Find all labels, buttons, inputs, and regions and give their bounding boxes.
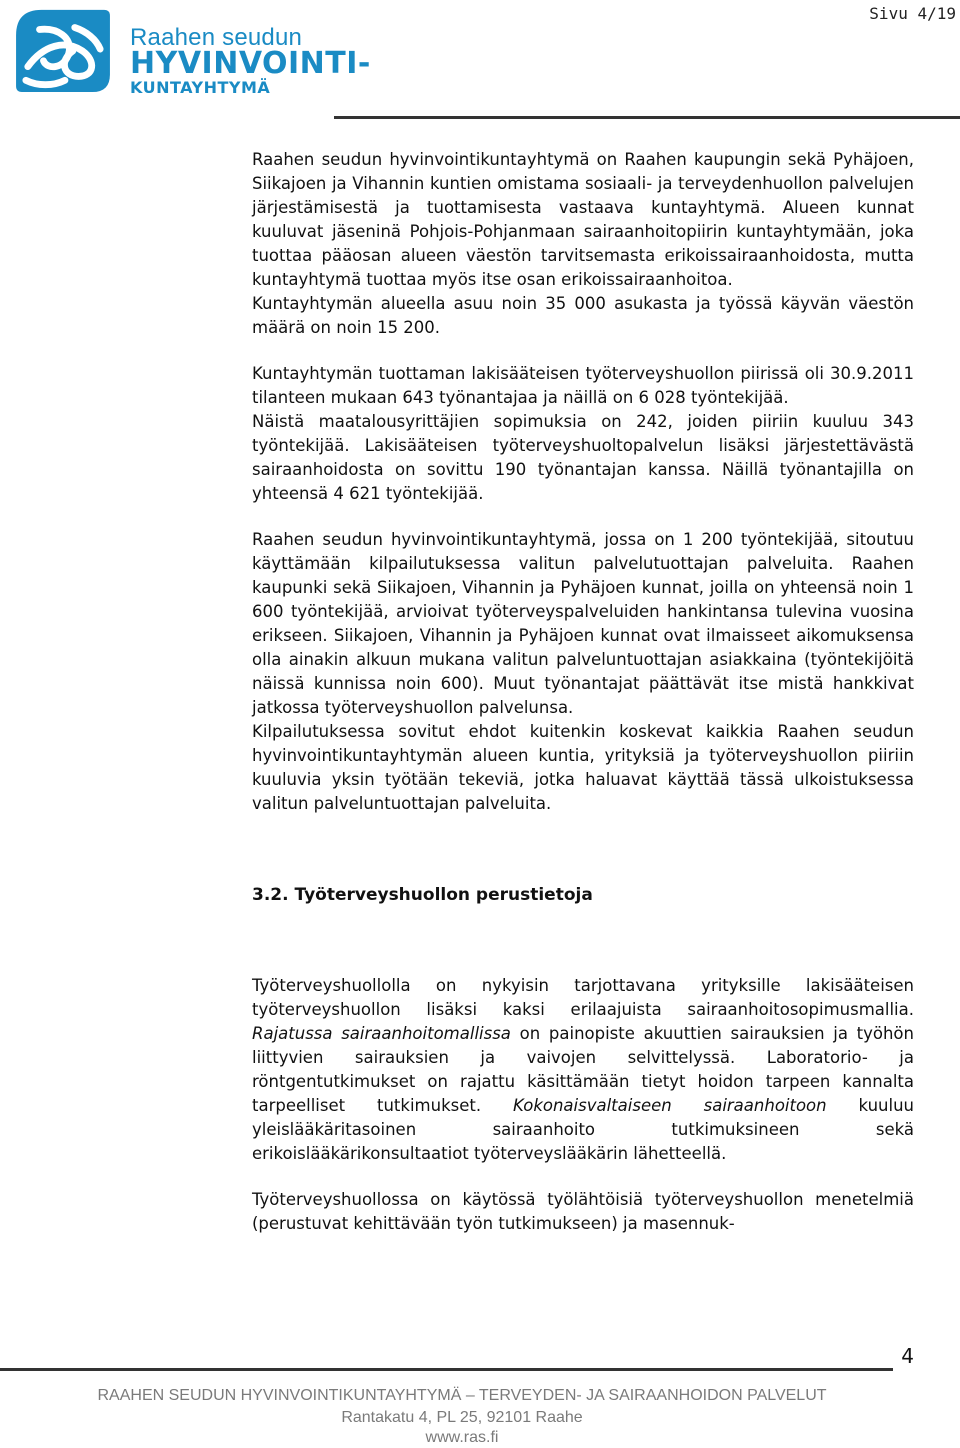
care-model-limited: Rajatussa sairaanhoitomallissa <box>252 1024 511 1043</box>
paragraph-population: Kuntayhtymän alueella asuu noin 35 000 asukasta ja työssä käyvän väestön määrä on noin 15 200. <box>252 294 914 337</box>
logo-line-3: KUNTAYHTYMÄ <box>130 78 271 97</box>
logo-line-1: Raahen seudun <box>130 24 303 51</box>
paragraph-agriculture: Näistä maatalousyrittäjien sopimuksia on 242, joiden piiriin kuuluu 343 työntekijää. Lakisääteisen työterveyshuoltopalvelun lisäksi järjestettävästä sairaanhoidosta on sovittu 190 työnantajan kanssa. Näillä työnantajilla on yhteensä 4 621 työntekijää. <box>252 412 914 503</box>
care-models-text-b: on painopiste akuuttien sairauksien ja työhön liittyvien sairauksien ja vaivojen selvittelyssä. Laboratorio- ja röntgentutkimukset on rajattu käsittämään tietyt hoidon tarpeen kannalta tarpeelliset tutkimukset. <box>252 1024 914 1115</box>
page-number: 4 <box>901 1344 914 1368</box>
footer-address: Rantakatu 4, PL 25, 92101 Raahe <box>341 1409 583 1426</box>
header-divider <box>334 116 960 119</box>
footer-organization: RAAHEN SEUDUN HYVINVOINTIKUNTAYHTYMÄ – TERVEYDEN- JA SAIRAANHOIDON PALVELUT <box>97 1387 827 1404</box>
paragraph-employers: Kuntayhtymän tuottaman lakisääteisen työterveyshuollon piirissä oli 30.9.2011 tilanteen mukaan 643 työnantajaa ja näillä on 6 028 työntekijää. <box>252 364 914 407</box>
footer-website-link[interactable]: www.ras.fi <box>425 1429 499 1446</box>
paragraph-intro: Raahen seudun hyvinvointikuntayhtymä on Raahen kaupungin sekä Pyhäjoen, Siikajoen ja Vihannin kuntien omistama sosiaali- ja terveydenhuollon palvelujen järjestämisestä ja tuottamisesta vastaava kuntayhtymä. Alueen kunnat kuuluvat jäseninä Pohjois-Pohjanmaan sairaanhoitopiirin kuntayhtymään, joka tuottaa pääosan alueen väestön tarvitsemasta erikoissairaanhoidosta, mutta kuntayhtymä tuottaa myös itse osan erikoissairaanhoitoa. <box>252 150 914 289</box>
knot-logo-icon <box>14 6 112 94</box>
document-body <box>252 148 914 1236</box>
care-models-text-c: kuuluu yleislääkäritasoinen sairaanhoito tutkimuksineen sekä erikoislääkärikonsultaatiot työterveyslääkärin lähetteellä. <box>252 1096 914 1163</box>
care-models-text-a: Työterveyshuollolla on nykyisin tarjottavana yrityksille lakisääteisen työterveyshuollon lisäksi kaksi erilaajuista sairaanhoitosopimusmallia. <box>252 976 914 1019</box>
care-model-comprehensive: Kokonaisvaltaiseen sairaanhoitoon <box>513 1096 827 1115</box>
section-heading: 3.2. Työterveyshuollon perustietoja <box>252 885 593 905</box>
page-indicator: Sivu 4/19 <box>869 4 956 23</box>
footer-divider <box>0 1368 893 1371</box>
logo-line-2: HYVINVOINTI- <box>130 46 371 81</box>
paragraph-methods: Työterveyshuollossa on käytössä työlähtöisiä työterveyshuollon menetelmiä (perustuvat kehittävään työn tutkimukseen) ja masennuk- <box>252 1190 914 1233</box>
organization-logo <box>14 6 371 98</box>
paragraph-commitment: Raahen seudun hyvinvointikuntayhtymä, jossa on 1 200 työntekijää, sitoutuu käyttämään kilpailutuksessa valitun palvelutuottajan palveluita. Raahen kaupunki sekä Siikajoen, Vihannin ja Pyhäjoen kunnat, joilla on yhteensä noin 1 600 työntekijää, arvioivat työterveyspalveluiden hankintansa tulevina vuosina erikseen. Siikajoen, Vihannin ja Pyhäjoen kunnat ovat ilmaisseet aikomuksensa olla ainakin alkuun mukana valitun palveluntuottajan asiakkaina (työntekijöitä näissä kunnissa noin 600). Muut työnantajat päättävät itse mistä hankkivat jatkossa työterveyshuollon palvelunsa. <box>252 530 914 717</box>
paragraph-terms: Kilpailutuksessa sovitut ehdot kuitenkin koskevat kaikkia Raahen seudun hyvinvointikuntayhtymän alueen kuntia, yrityksiä ja työterveyshuollon piiriin kuuluvia yksin työtään tekeviä, jotka haluavat käyttää tässä ulkoistuksessa valitun palveluntuottajan palveluita. <box>252 722 914 813</box>
paragraph-care-models <box>252 974 914 1166</box>
